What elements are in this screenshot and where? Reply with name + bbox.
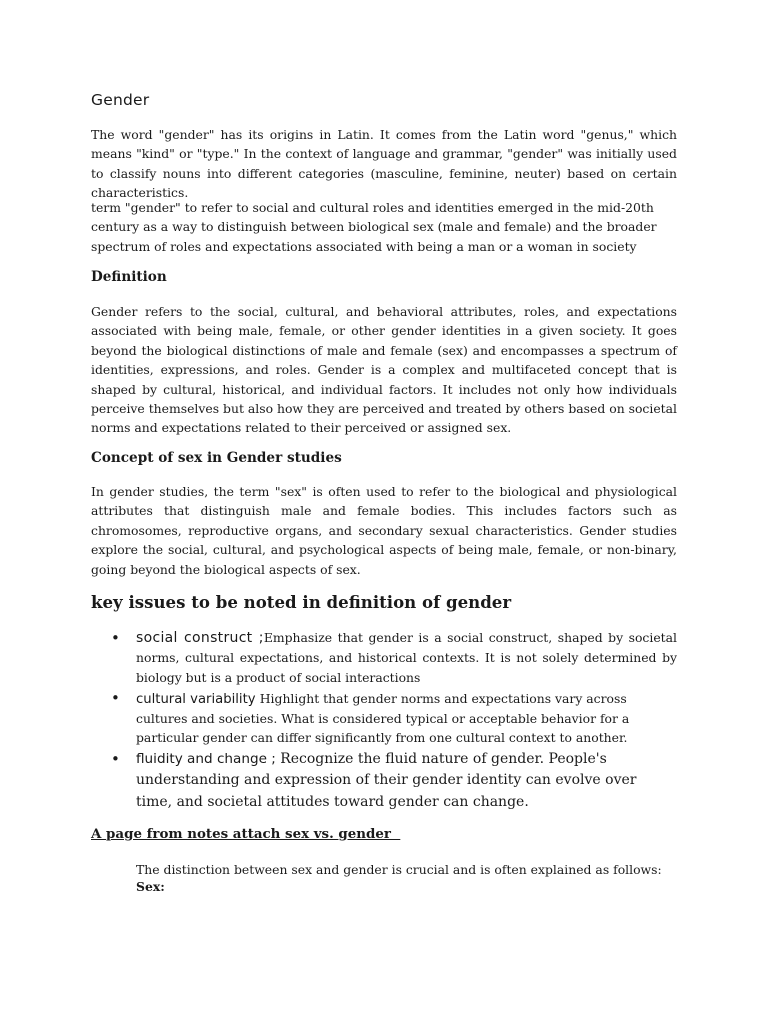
definition-paragraph: Gender refers to the social, cultural, and behavioral attributes, roles, and expectations associated with being male, female, or other gender identities in a given society. It goes beyond the biological distinctions of male and female (sex) and encompasses a spectrum of identities, expressions, and roles. Gender is a complex and multifaceted concept that is shaped by cultural, historical, and individual factors. It includes not only how individuals perceive themselves but also how they are perceived and treated by others based on societal norms and expectations related to their perceived or assigned sex. <box>91 304 677 436</box>
concept-of-sex-heading: Concept of sex in Gender studies <box>91 450 342 466</box>
sex-subheading: Sex: <box>136 879 165 894</box>
bullet-icon: • <box>111 689 120 707</box>
intro-paragraph-2: term "gender" to refer to social and cultural roles and identities emerged in the mid-20th century as a way to distinguish between biological sex (male and female) and the broader spectrum of roles and expectations associated with being a man or a woman in society <box>91 200 657 254</box>
definition-heading: Definition <box>91 269 167 285</box>
intro-paragraph-1: The word "gender" has its origins in Latin. It comes from the Latin word "genus," which means "kind" or "type." In the context of language and grammar, "gender" was initially used to classify nouns into different categories (masculine, feminine, neuter) based on certain characteristics. <box>91 127 677 201</box>
key-issue-cultural-variability <box>111 689 677 748</box>
bullet-text: Recognize the fluid nature of gender. People's understanding and expression of their gender identity can evolve over time, and societal attitudes toward gender can change. <box>136 751 637 810</box>
notes-heading: A page from notes attach sex vs. gender <box>91 826 401 842</box>
bullet-term: fluidity and change ; <box>136 751 281 767</box>
key-issues-heading: key issues to be noted in definition of gender <box>91 592 512 612</box>
bullet-term: cultural variability <box>136 692 260 707</box>
key-issue-fluidity-and-change <box>111 749 677 813</box>
concept-of-sex-paragraph: In gender studies, the term "sex" is often used to refer to the biological and physiological attributes that distinguish male and female bodies. This includes factors such as chromosomes, reproductive organs, and secondary sexual characteristics. Gender studies explore the social, cultural, and psychological aspects of being male, female, or non-binary, going beyond the biological aspects of sex. <box>91 484 677 577</box>
bullet-term: social construct ; <box>136 630 264 646</box>
key-issue-social-construct <box>111 628 677 687</box>
bullet-icon: • <box>111 750 120 768</box>
distinction-paragraph: The distinction between sex and gender is crucial and is often explained as follows: <box>136 862 662 877</box>
document-title: Gender <box>91 91 150 109</box>
bullet-text: Emphasize that gender is a social construct, shaped by societal norms, cultural expectations, and historical contexts. It is not solely determined by biology but is a product of social interactions <box>136 630 677 685</box>
bullet-text: Highlight that gender norms and expectations vary across cultures and societies. What is considered typical or acceptable behavior for a particular gender can differ significantly from one cultural context to another. <box>136 691 630 746</box>
bullet-icon: • <box>111 629 120 647</box>
